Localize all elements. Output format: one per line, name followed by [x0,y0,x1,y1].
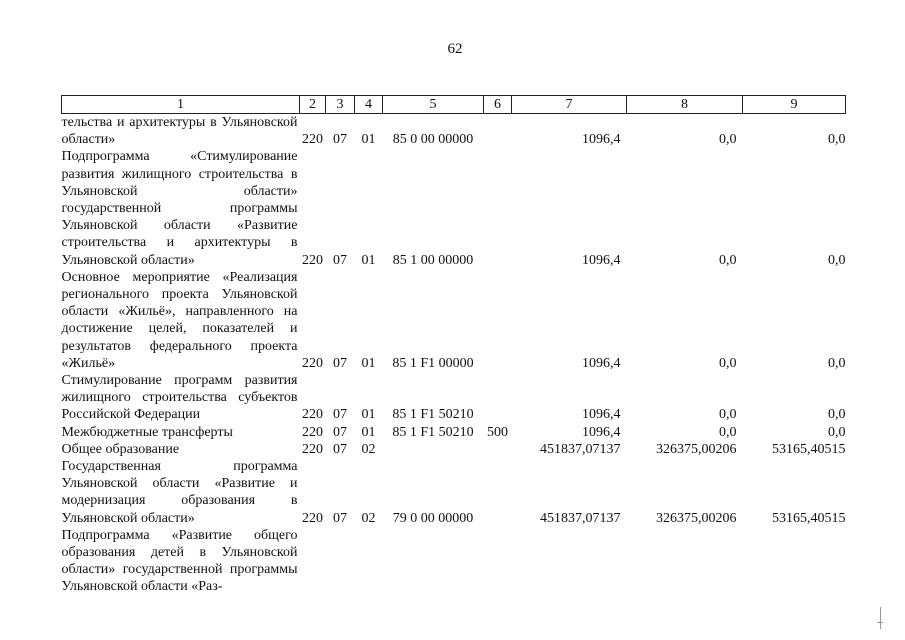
row-expense-type [484,114,512,149]
row-subsection-code: 01 [361,407,376,423]
row-name: Основное мероприятие «Реализация регионального проекта Ульяновской области «Жильё», направленного на достижение целей, показателей и результатов федерального проекта «Жильё» [61,269,298,371]
row-amount-col8: 326375,00206 [656,441,737,457]
row-amount-col7: 1096,4 [582,407,621,423]
row-section-code: 07 [333,424,347,440]
row-subsection-code: 01 [361,132,376,148]
row-expense-type: 500 [487,424,508,440]
row-amount-col9: 0,0 [828,407,846,423]
row-ministry-code: 220 [302,355,323,371]
row-target-article [383,527,484,596]
header-col-3: 3 [326,96,355,114]
row-amount-col8: 0,0 [719,424,737,440]
row-section-code: 07 [333,252,347,268]
row-name: тельства и архитектуры в Ульяновской области» [61,115,298,148]
row-target-article: 85 1 F1 50210 [392,407,474,423]
row-amount-col7: 1096,4 [582,132,621,148]
row-amount-col9 [743,527,846,596]
row-subsection-code [355,527,383,596]
header-col-6: 6 [484,96,512,114]
table-row [62,441,846,458]
row-expense-type [484,148,512,268]
row-expense-type [484,458,512,527]
header-row [62,96,846,114]
row-amount-col8 [627,527,743,596]
row-name: Стимулирование программ развития жилищного строительства субъектов Российской Федерации [61,373,298,423]
row-ministry-code: 220 [302,132,323,148]
row-target-article: 85 1 F1 50210 [392,424,474,440]
row-amount-col7: 1096,4 [582,252,621,268]
table-row [62,458,846,527]
page-number: 62 [447,41,463,57]
row-name: Подпрограмма «Стимулирование развития жилищного строительства в Ульяновской области» государственной программы Ульяновской области «Развитие строительства и архитектуры в Ульяновской области» [61,149,298,268]
header-col-8: 8 [627,96,743,114]
row-ministry-code: 220 [302,252,323,268]
row-amount-col8: 0,0 [719,407,737,423]
scan-artifact-mark [877,622,883,623]
header-col-1: 1 [62,96,300,114]
table-header [62,96,846,114]
row-amount-col9: 53165,40515 [772,510,846,526]
row-section-code: 07 [333,355,347,371]
table-row [62,372,846,424]
row-section-code: 07 [333,132,347,148]
row-subsection-code: 02 [361,441,376,457]
row-amount-col9: 53165,40515 [772,441,846,457]
table-row [62,114,846,149]
table-row [62,269,846,372]
row-target-article: 85 1 00 00000 [392,252,474,268]
row-ministry-code: 220 [302,407,323,423]
row-ministry-code: 220 [302,441,323,457]
header-col-7: 7 [512,96,627,114]
row-target-article: 85 0 00 00000 [392,132,474,148]
row-ministry-code: 220 [302,510,323,526]
table-row [62,527,846,596]
row-ministry-code [300,527,326,596]
table-row [62,424,846,441]
row-name: Общее образование [61,441,180,457]
row-name: Подпрограмма «Развитие общего образования детей в Ульяновской области» государственной программы Ульяновской области «Раз- [61,527,298,595]
row-expense-type [484,269,512,372]
row-subsection-code: 01 [361,424,376,440]
row-amount-col9: 0,0 [828,252,846,268]
row-amount-col9: 0,0 [828,424,846,440]
table-body [62,114,846,596]
row-amount-col8: 0,0 [719,252,737,268]
row-subsection-code: 02 [361,510,376,526]
row-name: Межбюджетные трансферты [61,424,233,440]
row-section-code [326,527,355,596]
row-expense-type [484,441,512,458]
row-name: Государственная программа Ульяновской области «Развитие и модернизация образования в Ульяновской области» [61,459,298,526]
row-target-article: 79 0 00 00000 [392,510,474,526]
header-col-5: 5 [383,96,484,114]
row-expense-type [484,527,512,596]
row-section-code: 07 [333,510,347,526]
row-amount-col9: 0,0 [828,132,846,148]
header-col-9: 9 [743,96,846,114]
row-ministry-code: 220 [302,424,323,440]
row-target-article [383,441,484,458]
budget-table [61,95,846,596]
row-expense-type [484,372,512,424]
row-amount-col7 [512,527,627,596]
row-subsection-code: 01 [361,355,376,371]
row-amount-col7: 451837,07137 [540,441,621,457]
row-amount-col7: 451837,07137 [540,510,621,526]
row-target-article: 85 1 F1 00000 [392,355,474,371]
row-section-code: 07 [333,441,347,457]
header-col-2: 2 [300,96,326,114]
table-row [62,148,846,268]
row-amount-col7: 1096,4 [582,424,621,440]
row-subsection-code: 01 [361,252,376,268]
row-amount-col8: 326375,00206 [656,510,737,526]
row-amount-col7: 1096,4 [582,355,621,371]
row-amount-col9: 0,0 [828,355,846,371]
row-amount-col8: 0,0 [719,355,737,371]
row-amount-col8: 0,0 [719,132,737,148]
header-col-4: 4 [355,96,383,114]
row-section-code: 07 [333,407,347,423]
scan-artifact-mark [880,607,881,629]
